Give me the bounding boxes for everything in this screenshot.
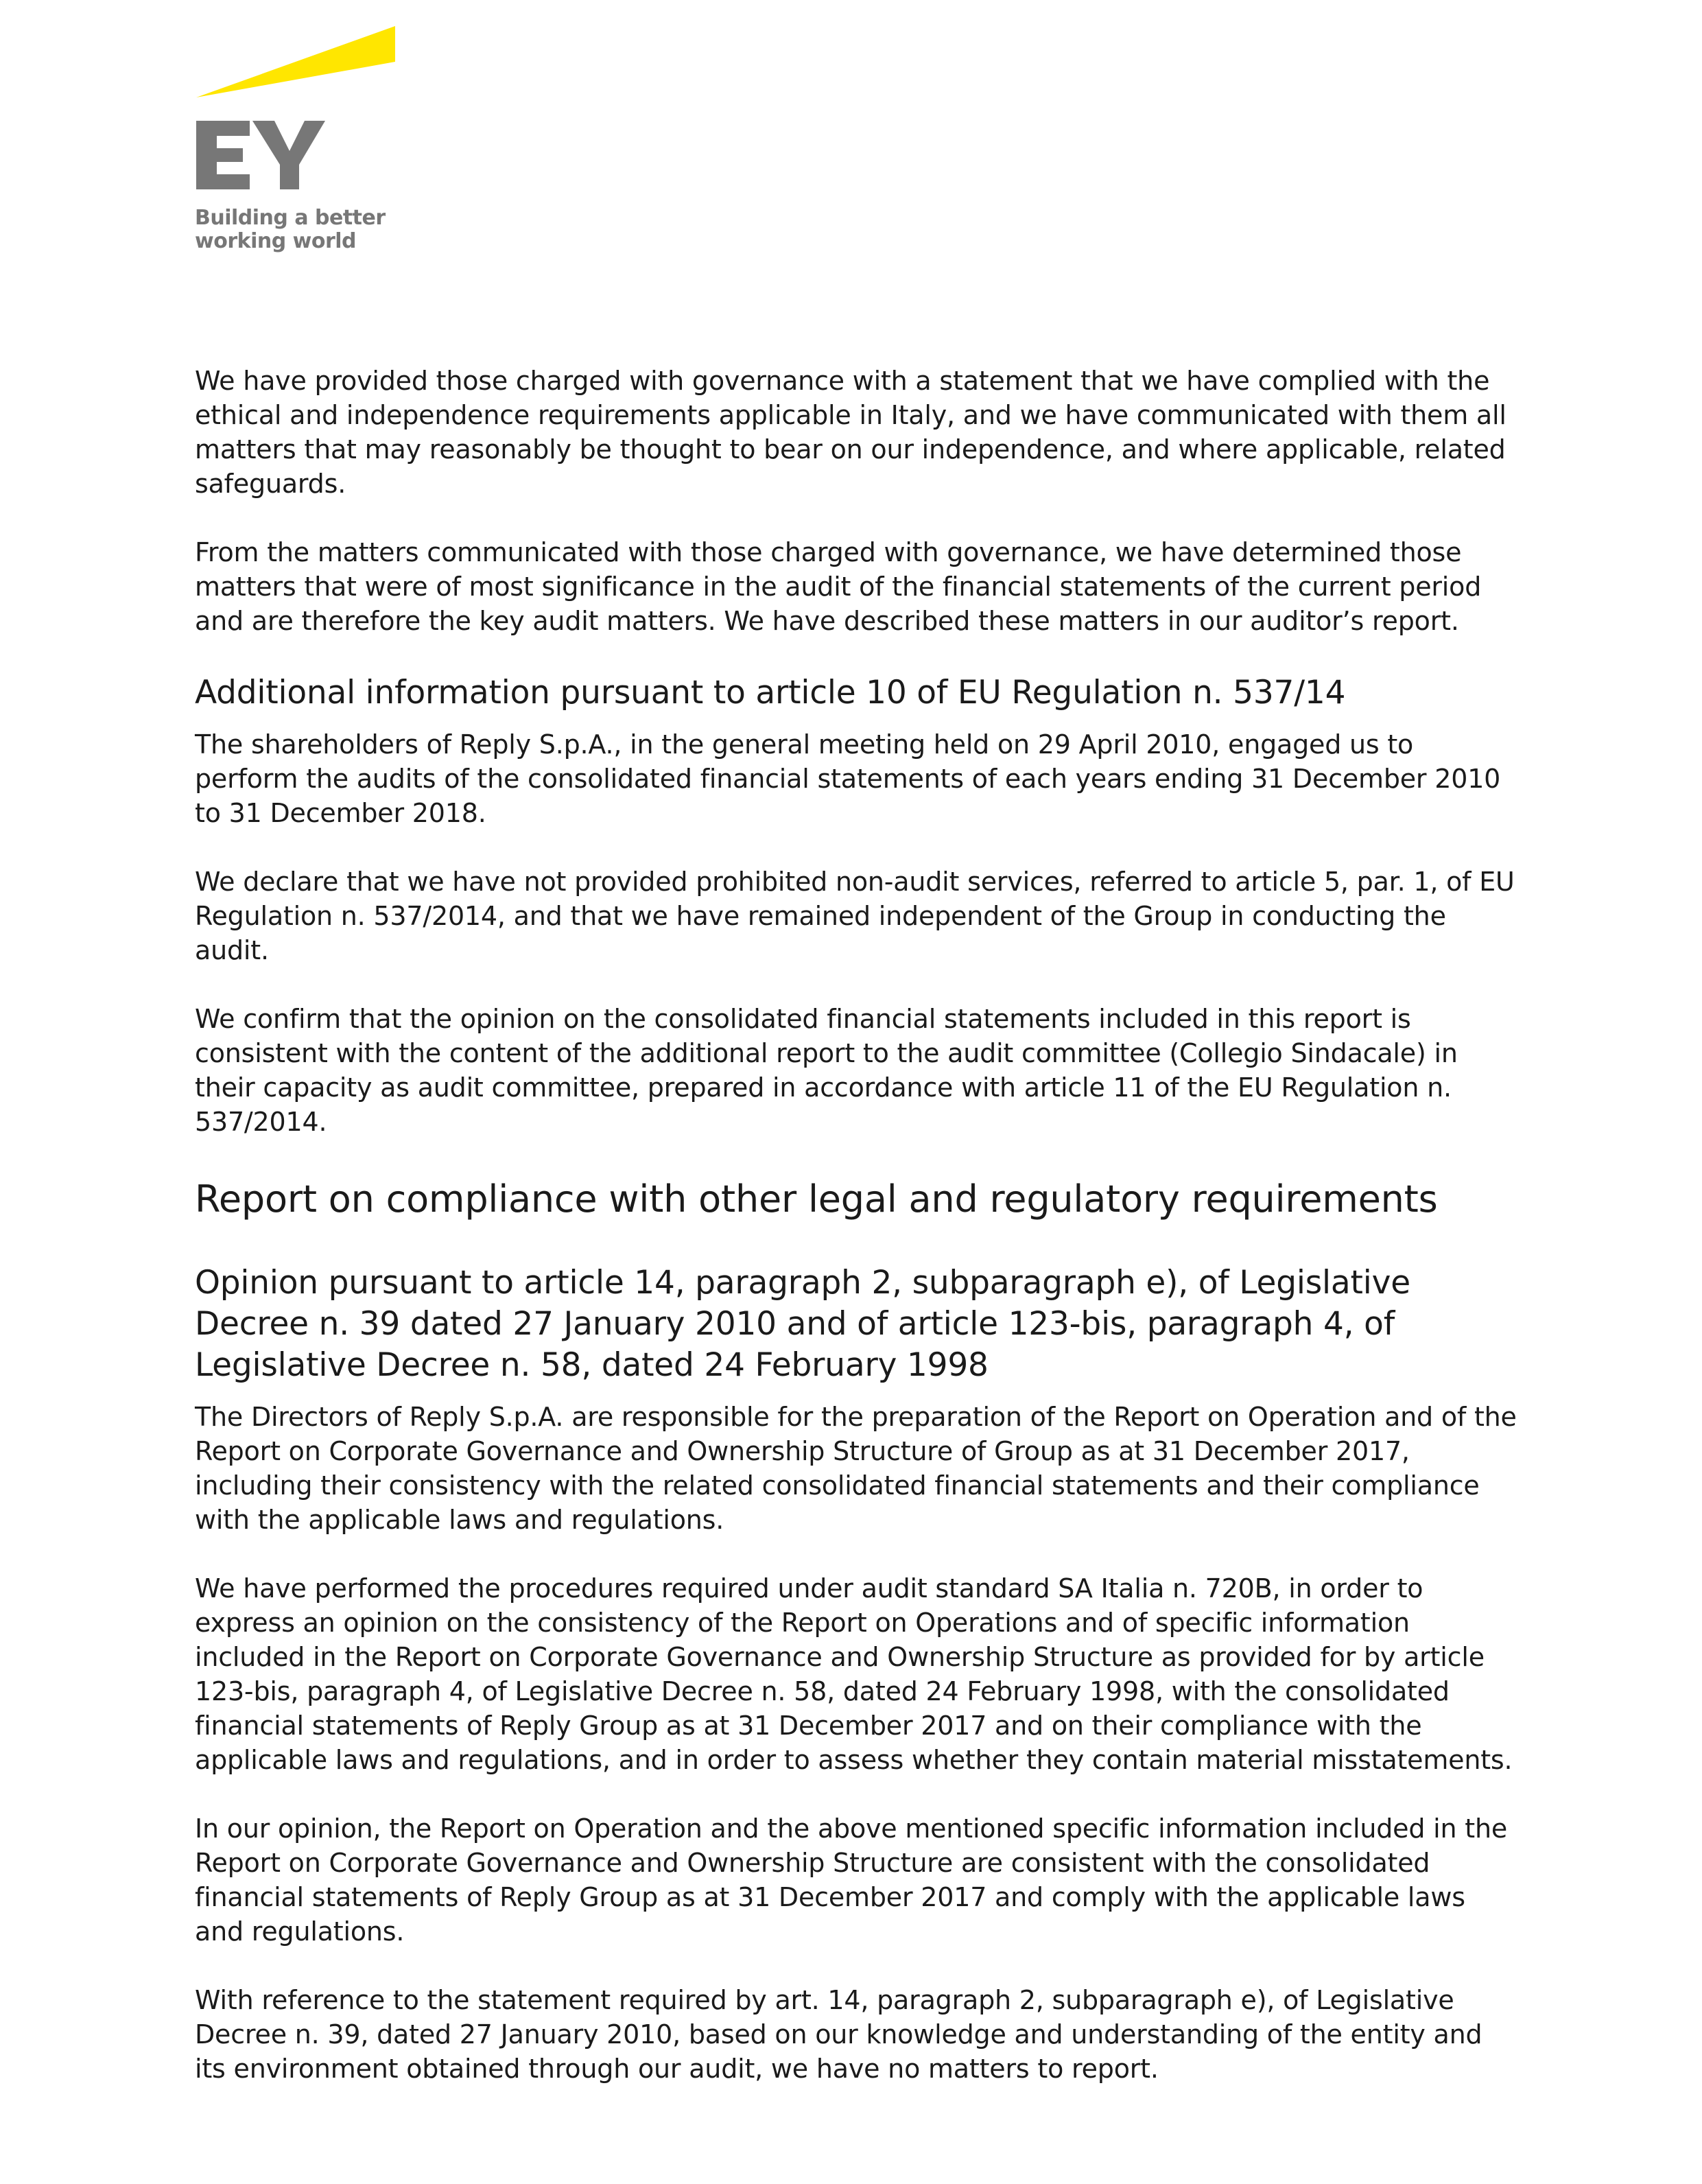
paragraph-key-audit-matters: From the matters communicated with those charged with governance, we have determined those matters that were of most significance in the audit of the financial statements of the current period and are therefore the key audit matters. We have described these matters in our auditor’s report. [195,537,1482,636]
section-subheading-opinion-pursuant: Opinion pursuant to article 14, paragraph 2, subparagraph e), of Legislative Decree n. 39 dated 27 January 2010 and of article 123-bis, paragraph 4, of Legislative Decree n. 58, dated 24 February 1998 [195,1264,1410,1384]
paragraph-our-opinion: In our opinion, the Report on Operation and the above mentioned specific information included in the Report on Corporate Governance and Ownership Structure are consistent with the consolidated financial statements of Reply Group as at 31 December 2017 and comply with the applicable laws and regulations. [195,1813,1508,1947]
logo-tagline-line1: Building a better [195,206,386,230]
paragraph-non-audit-services: We declare that we have not provided prohibited non-audit services, referred to article 5, par. 1, of EU Regulation n. 537/2014, and that we have remained independent of the Group in conducting the audit. [195,867,1515,965]
paragraph-engagement: The shareholders of Reply S.p.A., in the general meeting held on 29 April 2010, engaged us to perform the audits of the consolidated financial statements of each years ending 31 December 2010 to 31 December 2018. [195,729,1501,828]
section-heading-compliance: Report on compliance with other legal and regulatory requirements [195,1177,1438,1221]
paragraph-procedures-performed: We have performed the procedures required under audit standard SA Italia n. 720B, in order to express an opinion on the consistency of the Report on Operations and of specific information included in the Report on Corporate Governance and Ownership Structure as provided for by article 123-bis, paragraph 4, of Legislative Decree n. 58, dated 24 February 1998, with the consolidated financial statements of Reply Group as at 31 December 2017 and on their compliance with the applicable laws and regulations, and in order to assess whether they contain material misstatements. [195,1573,1513,1775]
paragraph-independence-statement: We have provided those charged with governance with a statement that we have complied with the ethical and independence requirements applicable in Italy, and we have communicated with them all matters that may reasonably be thought to bear on our independence, and where applicable, related safeguards. [195,366,1506,499]
logo-tagline-line2: working world [195,229,357,253]
document-body [195,364,1519,2120]
ey-logo [195,25,401,258]
ey-logo-mark [195,25,401,203]
section-heading-additional-information: Additional information pursuant to article 10 of EU Regulation n. 537/14 [195,674,1346,712]
paragraph-directors-responsibility: The Directors of Reply S.p.A. are responsible for the preparation of the Report on Operation and of the Report on Corporate Governance and Ownership Structure of Group as at 31 December 2017, including their consistency with the related consolidated financial statements and their compliance with the applicable laws and regulations. [195,1402,1517,1535]
logo-letter-e [196,121,250,189]
logo-tagline [195,207,414,253]
paragraph-statement-reference: With reference to the statement required by art. 14, paragraph 2, subparagraph e), of Legislative Decree n. 39, dated 27 January 2010, based on our knowledge and understanding of the entity and its environment obtained through our audit, we have no matters to report. [195,1985,1482,2084]
yellow-beam [196,26,395,97]
logo-letter-y [252,121,325,189]
paragraph-opinion-consistency: We confirm that the opinion on the consolidated financial statements included in this report is consistent with the content of the additional report to the audit committee (Collegio Sindacale) in their capacity as audit committee, prepared in accordance with article 11 of the EU Regulation n. 537/2014. [195,1004,1458,1137]
